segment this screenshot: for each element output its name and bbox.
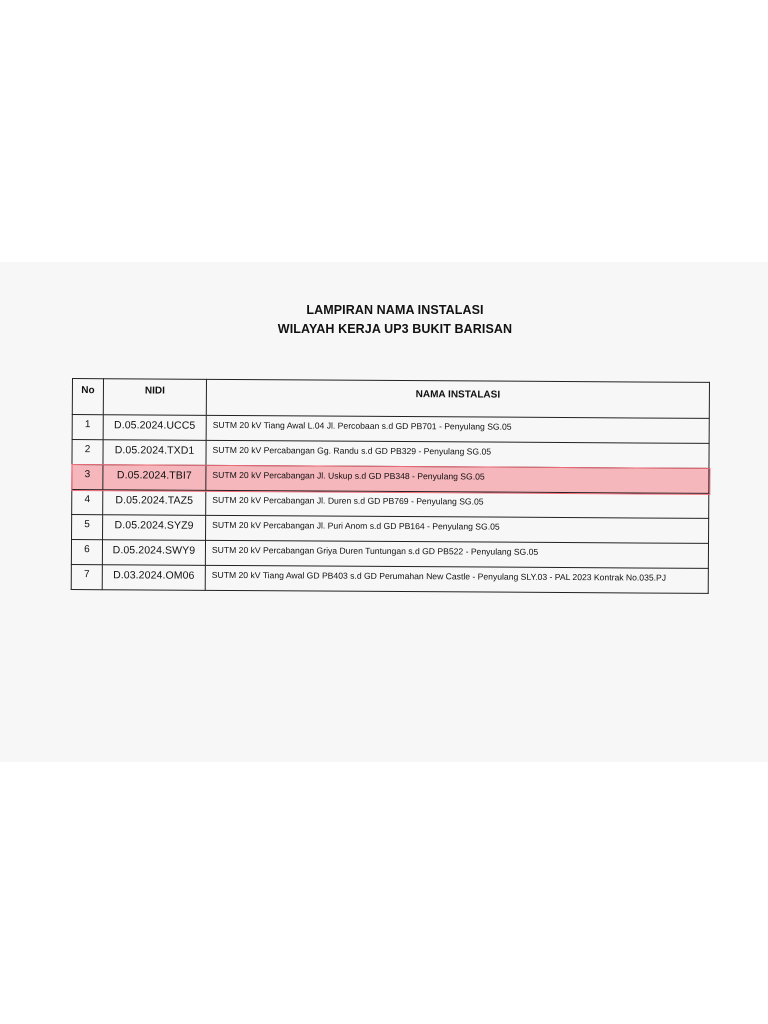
- table-row: [72, 515, 709, 544]
- table-row: [71, 540, 708, 569]
- row-nidi: D.05.2024.TBI7: [103, 465, 206, 491]
- row-no: 6: [71, 540, 102, 565]
- header-nidi: NIDI: [103, 379, 206, 416]
- table-row-highlighted: [72, 465, 709, 494]
- header-no: No: [72, 379, 103, 415]
- row-nidi: D.05.2024.TAZ5: [103, 490, 206, 516]
- row-nama-instalasi: SUTM 20 kV Percabangan Griya Duren Tuntungan s.d GD PB522 - Penyulang SG.05: [205, 540, 708, 568]
- table-row: [72, 490, 709, 519]
- document-subtitle: WILAYAH KERJA UP3 BUKIT BARISAN: [277, 322, 513, 336]
- row-nama-instalasi: SUTM 20 kV Percabangan Jl. Puri Anom s.d GD PB164 - Penyulang SG.05: [206, 515, 709, 543]
- table-row: [72, 440, 709, 469]
- installation-table: [71, 378, 710, 594]
- row-nama-instalasi: SUTM 20 kV Percabangan Jl. Duren s.d GD PB769 - Penyulang SG.05: [206, 490, 709, 518]
- document-title: LAMPIRAN NAMA INSTALASI: [306, 303, 484, 317]
- row-nidi: D.05.2024.UCC5: [103, 415, 206, 441]
- row-no: 2: [72, 440, 103, 465]
- row-no: 4: [72, 490, 103, 515]
- row-nidi: D.05.2024.SYZ9: [103, 515, 206, 541]
- row-nama-instalasi: SUTM 20 kV Tiang Awal GD PB403 s.d GD Perumahan New Castle - Penyulang SLY.03 - PAL 2023 Kontrak No.035.PJ: [205, 565, 708, 593]
- row-no: 3: [72, 465, 103, 490]
- row-nidi: D.03.2024.OM06: [102, 565, 205, 591]
- row-nidi: D.05.2024.SWY9: [102, 540, 205, 566]
- row-no: 5: [72, 515, 103, 540]
- row-nama-instalasi: SUTM 20 kV Percabangan Jl. Uskup s.d GD PB348 - Penyulang SG.05: [206, 465, 709, 493]
- table-header-row: [72, 379, 709, 419]
- table-row: [72, 415, 709, 444]
- row-nama-instalasi: SUTM 20 kV Percabangan Gg. Randu s.d GD PB329 - Penyulang SG.05: [206, 440, 709, 468]
- table-row: [71, 564, 708, 593]
- row-nidi: D.05.2024.TXD1: [103, 440, 206, 466]
- header-nama-instalasi: NAMA INSTALASI: [206, 379, 709, 418]
- row-nama-instalasi: SUTM 20 kV Tiang Awal L.04 Jl. Percobaan s.d GD PB701 - Penyulang SG.05: [206, 415, 709, 443]
- row-no: 1: [72, 415, 103, 440]
- row-no: 7: [71, 564, 102, 589]
